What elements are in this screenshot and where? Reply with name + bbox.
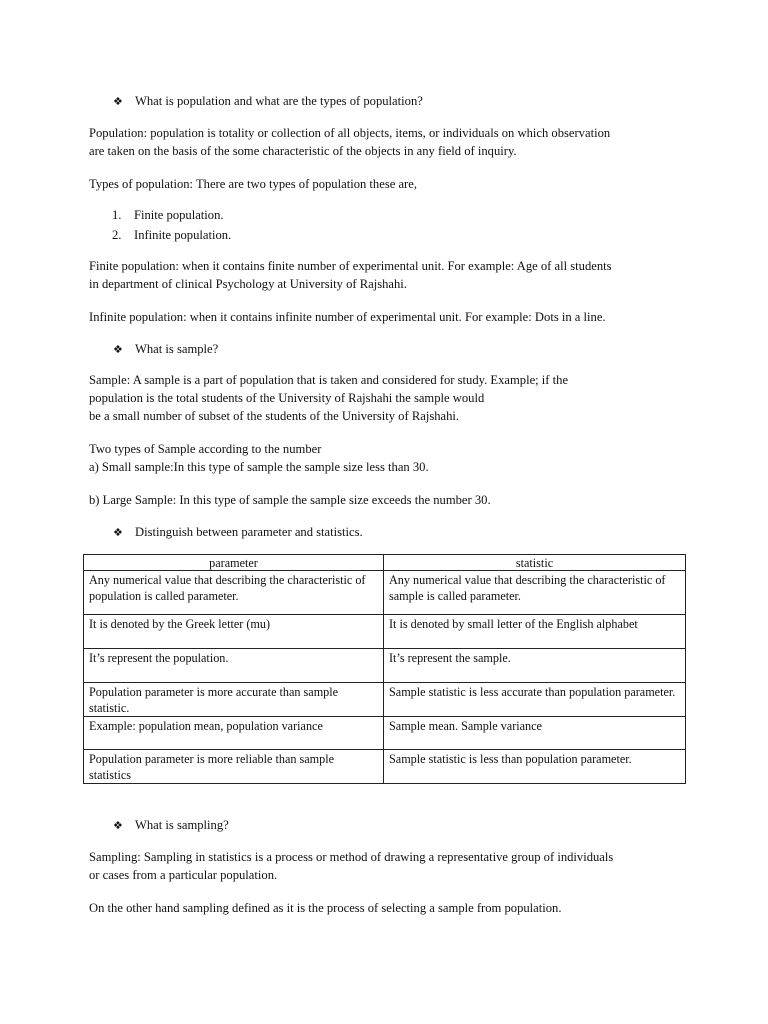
table-cell: It’s represent the population.: [84, 649, 384, 683]
table-header-row: [84, 555, 686, 571]
table-row: [84, 683, 686, 717]
sampling-definition: Sampling: Sampling in statistics is a process or method of drawing a representative group of individuals or cases from a particular population.: [89, 850, 614, 882]
diamond-bullet-icon: ❖: [113, 95, 123, 108]
diamond-bullet-icon: ❖: [113, 343, 123, 356]
parameter-statistic-table: [83, 554, 686, 784]
table-cell: Example: population mean, population variance: [84, 717, 384, 750]
types-intro: Types of population: There are two types of population these are,: [89, 177, 417, 191]
finite-population-definition: Finite population: when it contains finite number of experimental unit. For example: Age of all students in department of clinical Psychology at University of Rajshahi.: [89, 259, 612, 291]
table-cell: Sample statistic is less accurate than population parameter.: [384, 683, 686, 717]
population-definition: Population: population is totality or collection of all objects, items, or individuals on which observation are taken on the basis of the some characteristic of the objects in any field of inquiry.: [89, 126, 611, 158]
column-header: statistic: [384, 555, 686, 571]
table-cell: It’s represent the sample.: [384, 649, 686, 683]
diamond-bullet-icon: ❖: [113, 819, 123, 832]
table-cell: Any numerical value that describing the characteristic of sample is called parameter.: [384, 571, 686, 615]
question-heading-sample: ❖ What is sample?: [113, 340, 218, 359]
table-cell: It is denoted by small letter of the English alphabet: [384, 615, 686, 649]
table-row: [84, 750, 686, 784]
list-item: 2. Infinite population.: [112, 228, 232, 242]
diamond-bullet-icon: ❖: [113, 526, 123, 539]
table-cell: Sample mean. Sample variance: [384, 717, 686, 750]
column-header: parameter: [84, 555, 384, 571]
question-heading-parameter-statistics: ❖ Distinguish between parameter and statistics.: [113, 523, 363, 542]
sample-definition: Sample: A sample is a part of population that is taken and considered for study. Example; if the population is the total students of the University of Rajshahi the sample would be a small number of subset of the students of the University of Rajshahi.: [89, 373, 569, 423]
table-cell: Any numerical value that describing the characteristic of population is called parameter.: [84, 571, 384, 615]
table-row: [84, 649, 686, 683]
table-row: [84, 717, 686, 750]
sample-types: Two types of Sample according to the number a) Small sample:In this type of sample the sample size less than 30.: [89, 442, 429, 474]
table-cell: Sample statistic is less than population parameter.: [384, 750, 686, 784]
list-item: 1. Finite population.: [112, 208, 224, 222]
infinite-population-definition: Infinite population: when it contains infinite number of experimental unit. For example: Dots in a line.: [89, 310, 606, 324]
question-heading-sampling: ❖ What is sampling?: [113, 816, 229, 835]
table-cell: It is denoted by the Greek letter (mu): [84, 615, 384, 649]
table-row: [84, 571, 686, 615]
table-cell: Population parameter is more accurate than sample statistic.: [84, 683, 384, 717]
question-heading-population: ❖ What is population and what are the types of population?: [113, 92, 423, 111]
large-sample-definition: b) Large Sample: In this type of sample the sample size exceeds the number 30.: [89, 493, 491, 507]
table-row: [84, 615, 686, 649]
sampling-other-definition: On the other hand sampling defined as it is the process of selecting a sample from population.: [89, 901, 562, 915]
table-cell: Population parameter is more reliable than sample statistics: [84, 750, 384, 784]
